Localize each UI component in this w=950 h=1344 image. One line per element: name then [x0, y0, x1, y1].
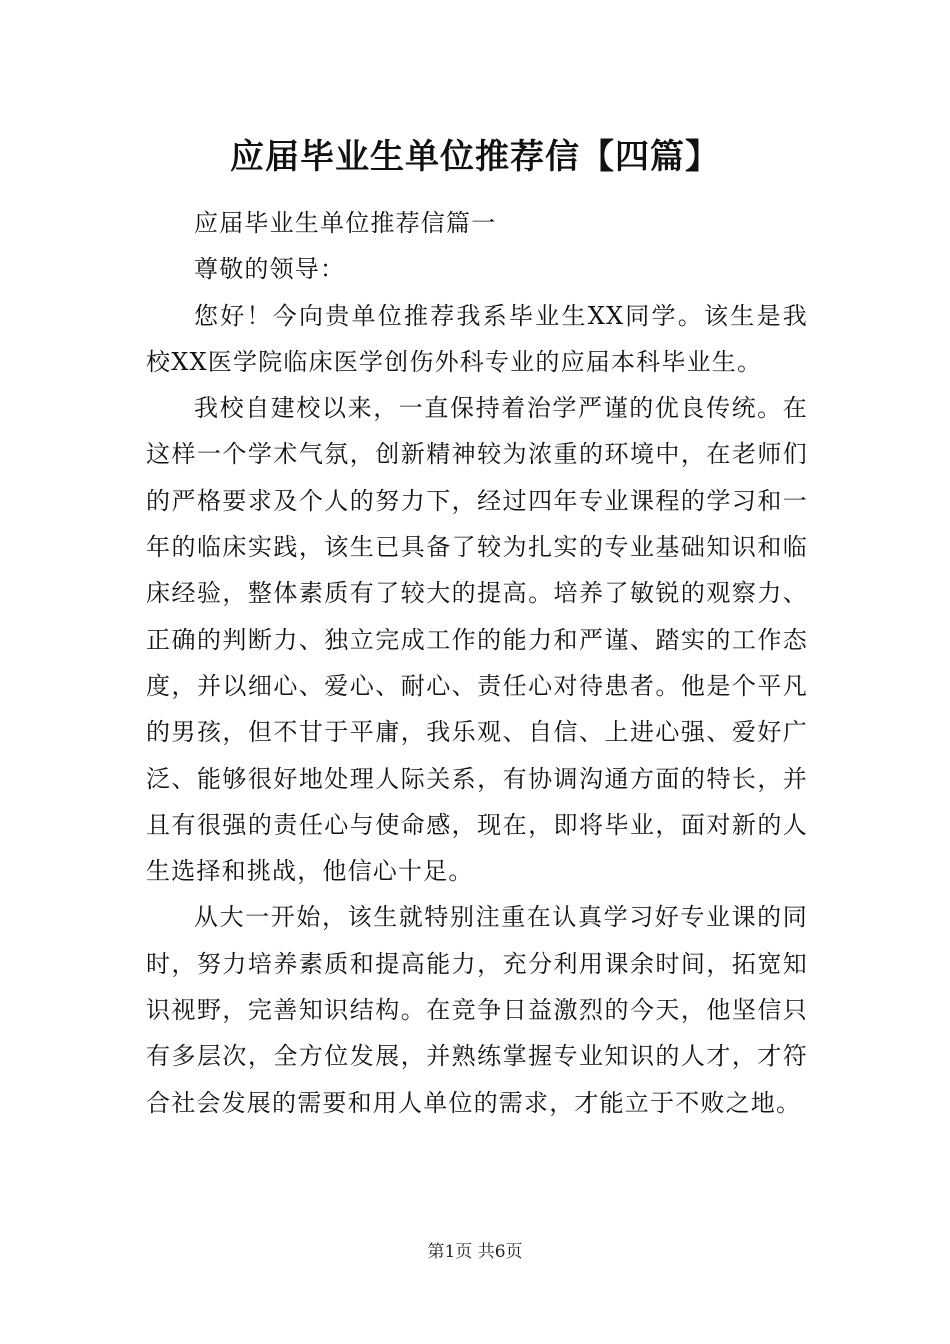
section-heading: 应届毕业生单位推荐信篇一: [194, 209, 497, 237]
page-title: 应届毕业生单位推荐信【四篇】: [230, 137, 720, 177]
paragraph-school-tradition: 我校自建校以来，一直保持着治学严谨的优良传统。在这样一个学术气氛，创新精神较为浓重的环境中，在老师们的严格要求及个人的努力下，经过四年专业课程的学习和一年的临床实践，该生已具备了较为扎实的专业基础知识和临床经验，整体素质有了较大的提高。培养了敏锐的观察力、正确的判断力、独立完成工作的能力和严谨、踏实的工作态度，并以细心、爱心、耐心、责任心对待患者。他是个平凡的男孩，但不甘于平庸，我乐观、自信、上进心强、爱好广泛、能够很好地处理人际关系，有协调沟通方面的特长，并且有很强的责任心与使命感，现在，即将毕业，面对新的人生选择和挑战，他信心十足。: [146, 394, 808, 886]
paragraph-intro: 您好！今向贵单位推荐我系毕业生XX同学。该生是我校XX医学院临床医学创伤外科专业的应届本科毕业生。: [146, 301, 808, 376]
document-body: [146, 200, 808, 1126]
salutation: 尊敬的领导：: [194, 255, 346, 284]
paragraph-study: 从大一开始，该生就特别注重在认真学习好专业课的同时，努力培养素质和提高能力，充分利用课余时间，拓宽知识视野，完善知识结构。在竞争日益激烈的今天，他坚信只有多层次，全方位发展，并熟练掌握专业知识的人才，才符合社会发展的需要和用人单位的需求，才能立于不败之地。: [146, 903, 808, 1117]
page-number-footer: 第1页 共6页: [427, 1242, 523, 1262]
